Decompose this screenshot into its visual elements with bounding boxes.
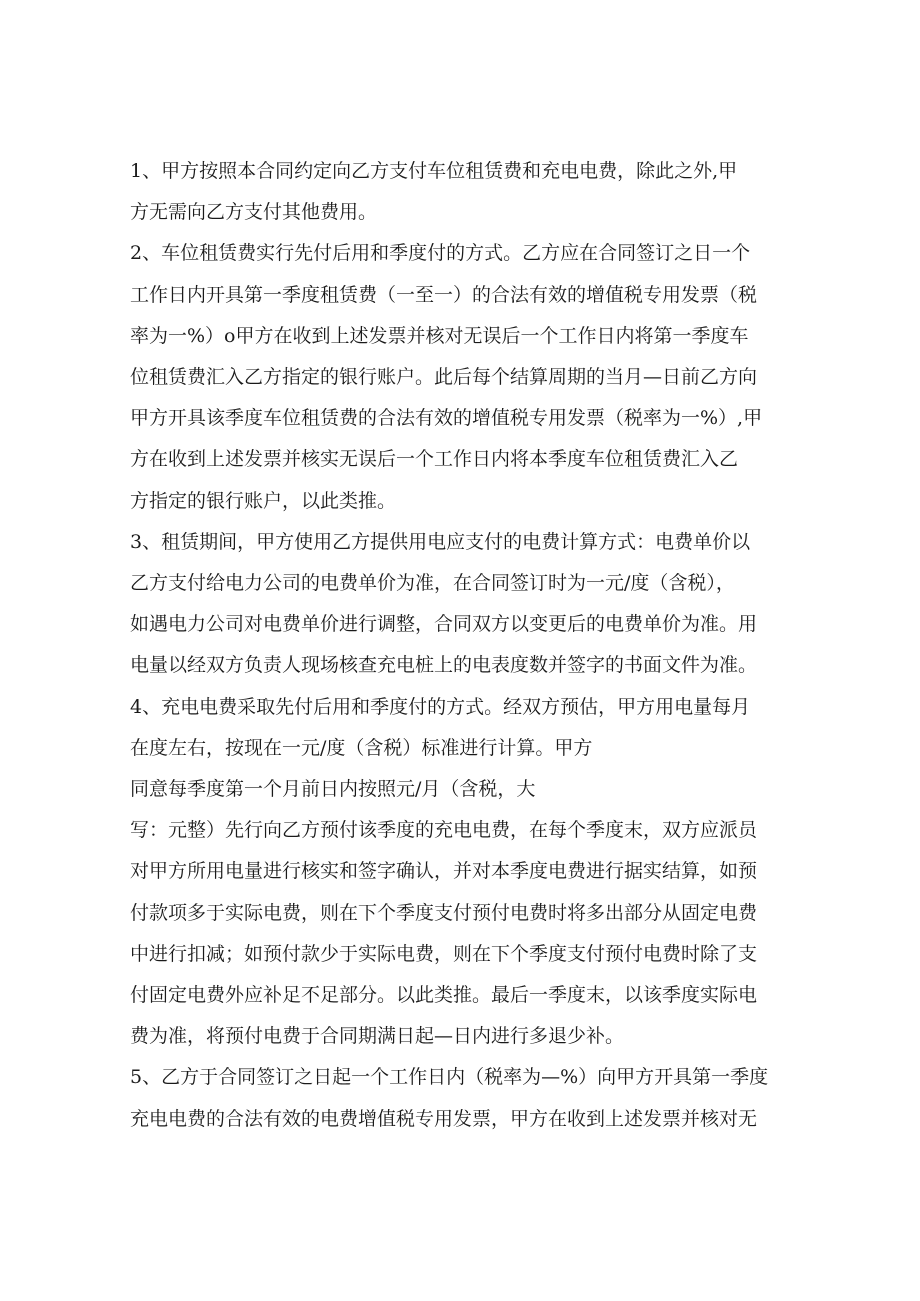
text-line: 4、充电电费采取先付后用和季度付的方式。经双方预估，甲方用电量每月	[130, 696, 751, 718]
text-line: 充电电费的合法有效的电费增值税专用发票，甲方在收到上述发票并核对无	[130, 1108, 758, 1130]
text-line: 方指定的银行账户，以此类推。	[130, 490, 397, 512]
text-line: 如遇电力公司对电费单价进行调整，合同双方以变更后的电费单价为准。用	[130, 613, 758, 635]
text-line: 中进行扣减；如预付款少于实际电费，则在下个季度支付预付电费时除了支	[130, 943, 758, 965]
text-line: 对甲方所用电量进行核实和签字确认，并对本季度电费进行据实结算，如预	[130, 860, 758, 882]
text-line: 工作日内开具第一季度租赁费（一至一）的合法有效的增值税专用发票（税	[130, 284, 758, 306]
text-line: 方无需向乙方支付其他费用。	[130, 201, 378, 223]
text-line: 付款项多于实际电费，则在下个季度支付预付电费时将多出部分从固定电费	[130, 902, 758, 924]
text-line: 在度左右，按现在一元/度（含税）标准进行计算。甲方	[130, 737, 593, 759]
text-line: 方在收到上述发票并核实无误后一个工作日内将本季度车位租赁费汇入乙	[130, 448, 739, 470]
text-line: 5、乙方于合同签订之日起一个工作日内（税率为—%）向甲方开具第一季度	[130, 1066, 769, 1088]
text-line: 率为一%）o甲方在收到上述发票并核对无误后一个工作日内将第一季度车	[130, 325, 749, 347]
text-line: 电量以经双方负责人现场核查充电桩上的电表度数并签字的书面文件为准。	[130, 654, 758, 676]
text-line: 位租赁费汇入乙方指定的银行账户。此后每个结算周期的当月—日前乙方向	[130, 366, 758, 388]
text-line: 乙方支付给电力公司的电费单价为准，在合同签订时为一元/度（含税），	[130, 572, 735, 594]
text-line: 甲方开具该季度车位租赁费的合法有效的增值税专用发票（税率为一%）,甲	[130, 407, 763, 429]
text-line: 写：元整）先行向乙方预付该季度的充电电费，在每个季度末，双方应派员	[130, 819, 758, 841]
text-line: 2、车位租赁费实行先付后用和季度付的方式。乙方应在合同签订之日一个	[130, 242, 751, 264]
text-line: 同意每季度第一个月前日内按照元/月（含税，大	[130, 778, 536, 800]
text-line: 3、租赁期间，甲方使用乙方提供用电应支付的电费计算方式：电费单价以	[130, 531, 751, 553]
text-line: 付固定电费外应补足不足部分。以此类推。最后一季度末，以该季度实际电	[130, 984, 758, 1006]
text-line: 费为准，将预付电费于合同期满日起—日内进行多退少补。	[130, 1025, 625, 1047]
text-line: 1、甲方按照本合同约定向乙方支付车位租赁费和充电电费，除此之外,甲	[130, 160, 738, 182]
